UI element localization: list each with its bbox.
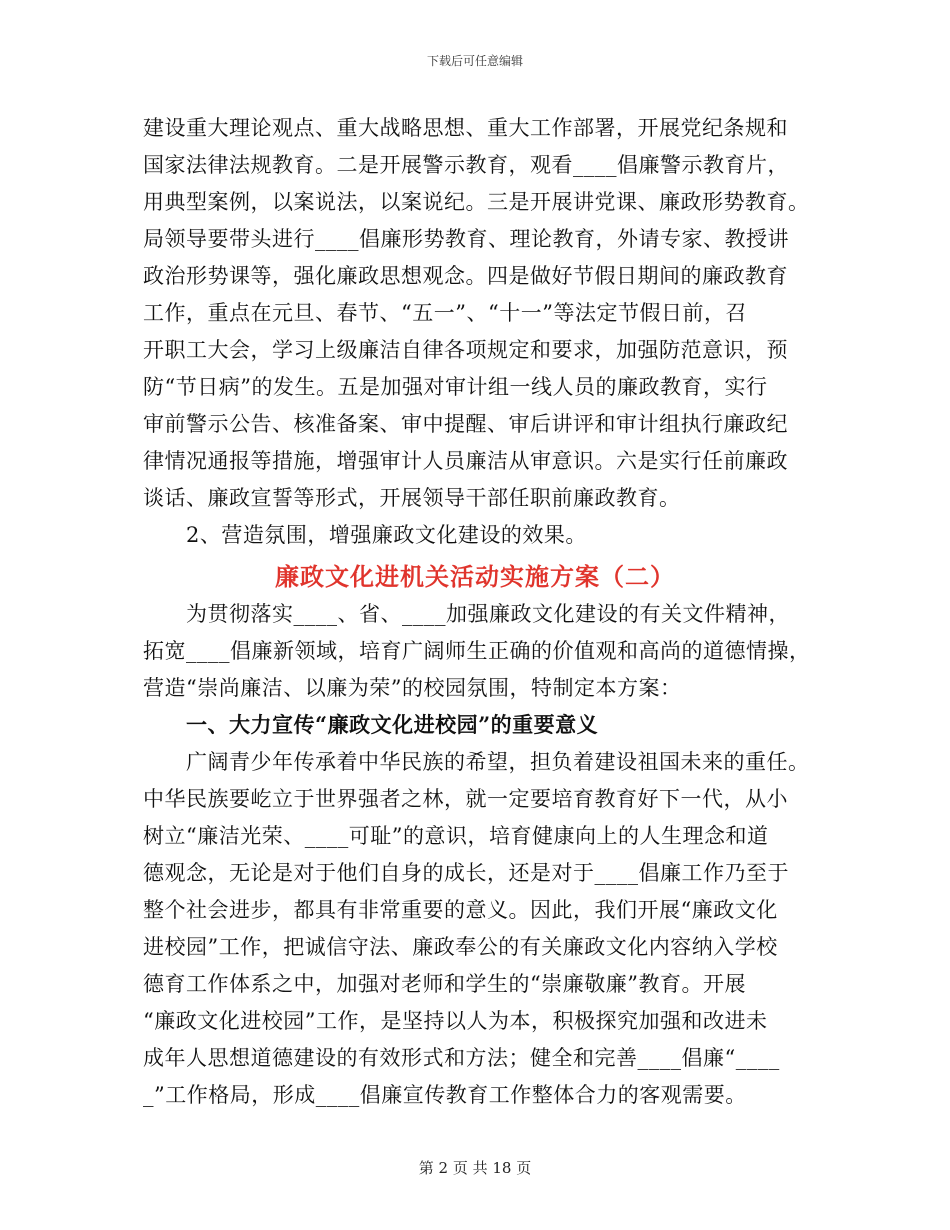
body-line: 德观念，无论是对于他们自身的成长，还是对于____倡廉工作乃至于 (143, 861, 789, 885)
body-line: “廉政文化进校园”工作，是坚持以人为本，积极探究加强和改进未 (143, 1009, 768, 1033)
body-line: 中华民族要屹立于世界强者之林，就一定要培育教育好下一代，从小 (143, 787, 788, 811)
paragraph-line: 防“节日病”的发生。五是加强对审计组一线人员的廉政教育，实行 (143, 375, 768, 399)
body-line: 广阔青少年传承着中华民族的希望，担负着建设祖国未来的重任。 (186, 750, 810, 774)
paragraph-line: 开职工大会，学习上级廉洁自律各项规定和要求，加强防范意识，预 (143, 338, 788, 362)
body-line: 德育工作体系之中，加强对老师和学生的“崇廉敬廉”教育。开展 (143, 972, 746, 996)
paragraph-line: 建设重大理论观点、重大战略思想、重大工作部署，开展党纪条规和 (143, 116, 788, 140)
paragraph-line: 局领导要带头进行____倡廉形势教育、理论教育，外请专家、教授讲 (143, 227, 789, 251)
section-heading: 一、大力宣传“廉政文化进校园”的重要意义 (186, 712, 599, 737)
paragraph-line: 工作，重点在元旦、春节、“五一”、“十一”等法定节假日前，召 (143, 301, 747, 325)
intro-line: 拓宽____倡廉新领域，培育广阔师生正确的价值观和高尚的道德情操， (143, 639, 811, 663)
body-line: 整个社会进步，都具有非常重要的意义。因此，我们开展“廉政文化 (143, 898, 778, 922)
page-header: 下载后可任意编辑 (426, 54, 523, 68)
paragraph-line: 律情况通报等措施，增强审计人员廉洁从审意识。六是实行任前廉政 (143, 449, 788, 473)
list-item-2: 2、营造氛围，增强廉政文化建设的效果。 (186, 523, 587, 547)
body-line: 进校园”工作，把诚信守法、廉政奉公的有关廉政文化内容纳入学校 (143, 935, 778, 959)
body-line: 树立“廉洁光荣、____可耻”的意识，培育健康向上的人生理念和道 (143, 824, 769, 848)
paragraph-line: 政治形势课等，强化廉政思想观念。四是做好节假日期间的廉政教育 (143, 264, 788, 288)
intro-line: 营造“崇尚廉洁、以廉为荣”的校园氛围，特制定本方案： (143, 676, 682, 700)
body-line: _”工作格局，形成____倡廉宣传教育工作整体合力的客观需要。 (143, 1083, 747, 1107)
page-footer: 第 2 页 共 18 页 (418, 1159, 532, 1177)
paragraph-line: 国家法律法规教育。二是开展警示教育，观看____倡廉警示教育片， (143, 153, 789, 177)
paragraph-line: 审前警示公告、核准备案、审中提醒、审后讲评和审计组执行廉政纪 (143, 412, 788, 436)
intro-line: 为贯彻落实____、省、____加强廉政文化建设的有关文件精神， (186, 602, 790, 626)
paragraph-line: 谈话、廉政宣誓等形式，开展领导干部任职前廉政教育。 (143, 486, 681, 510)
paragraph-line: 用典型案例，以案说法，以案说纪。三是开展讲党课、廉政形势教育。 (143, 190, 810, 214)
document-title: 廉政文化进机关活动实施方案（二） (275, 562, 675, 591)
body-line: 成年人思想道德建设的有效形式和方法；健全和完善____倡廉“____ (143, 1046, 780, 1070)
